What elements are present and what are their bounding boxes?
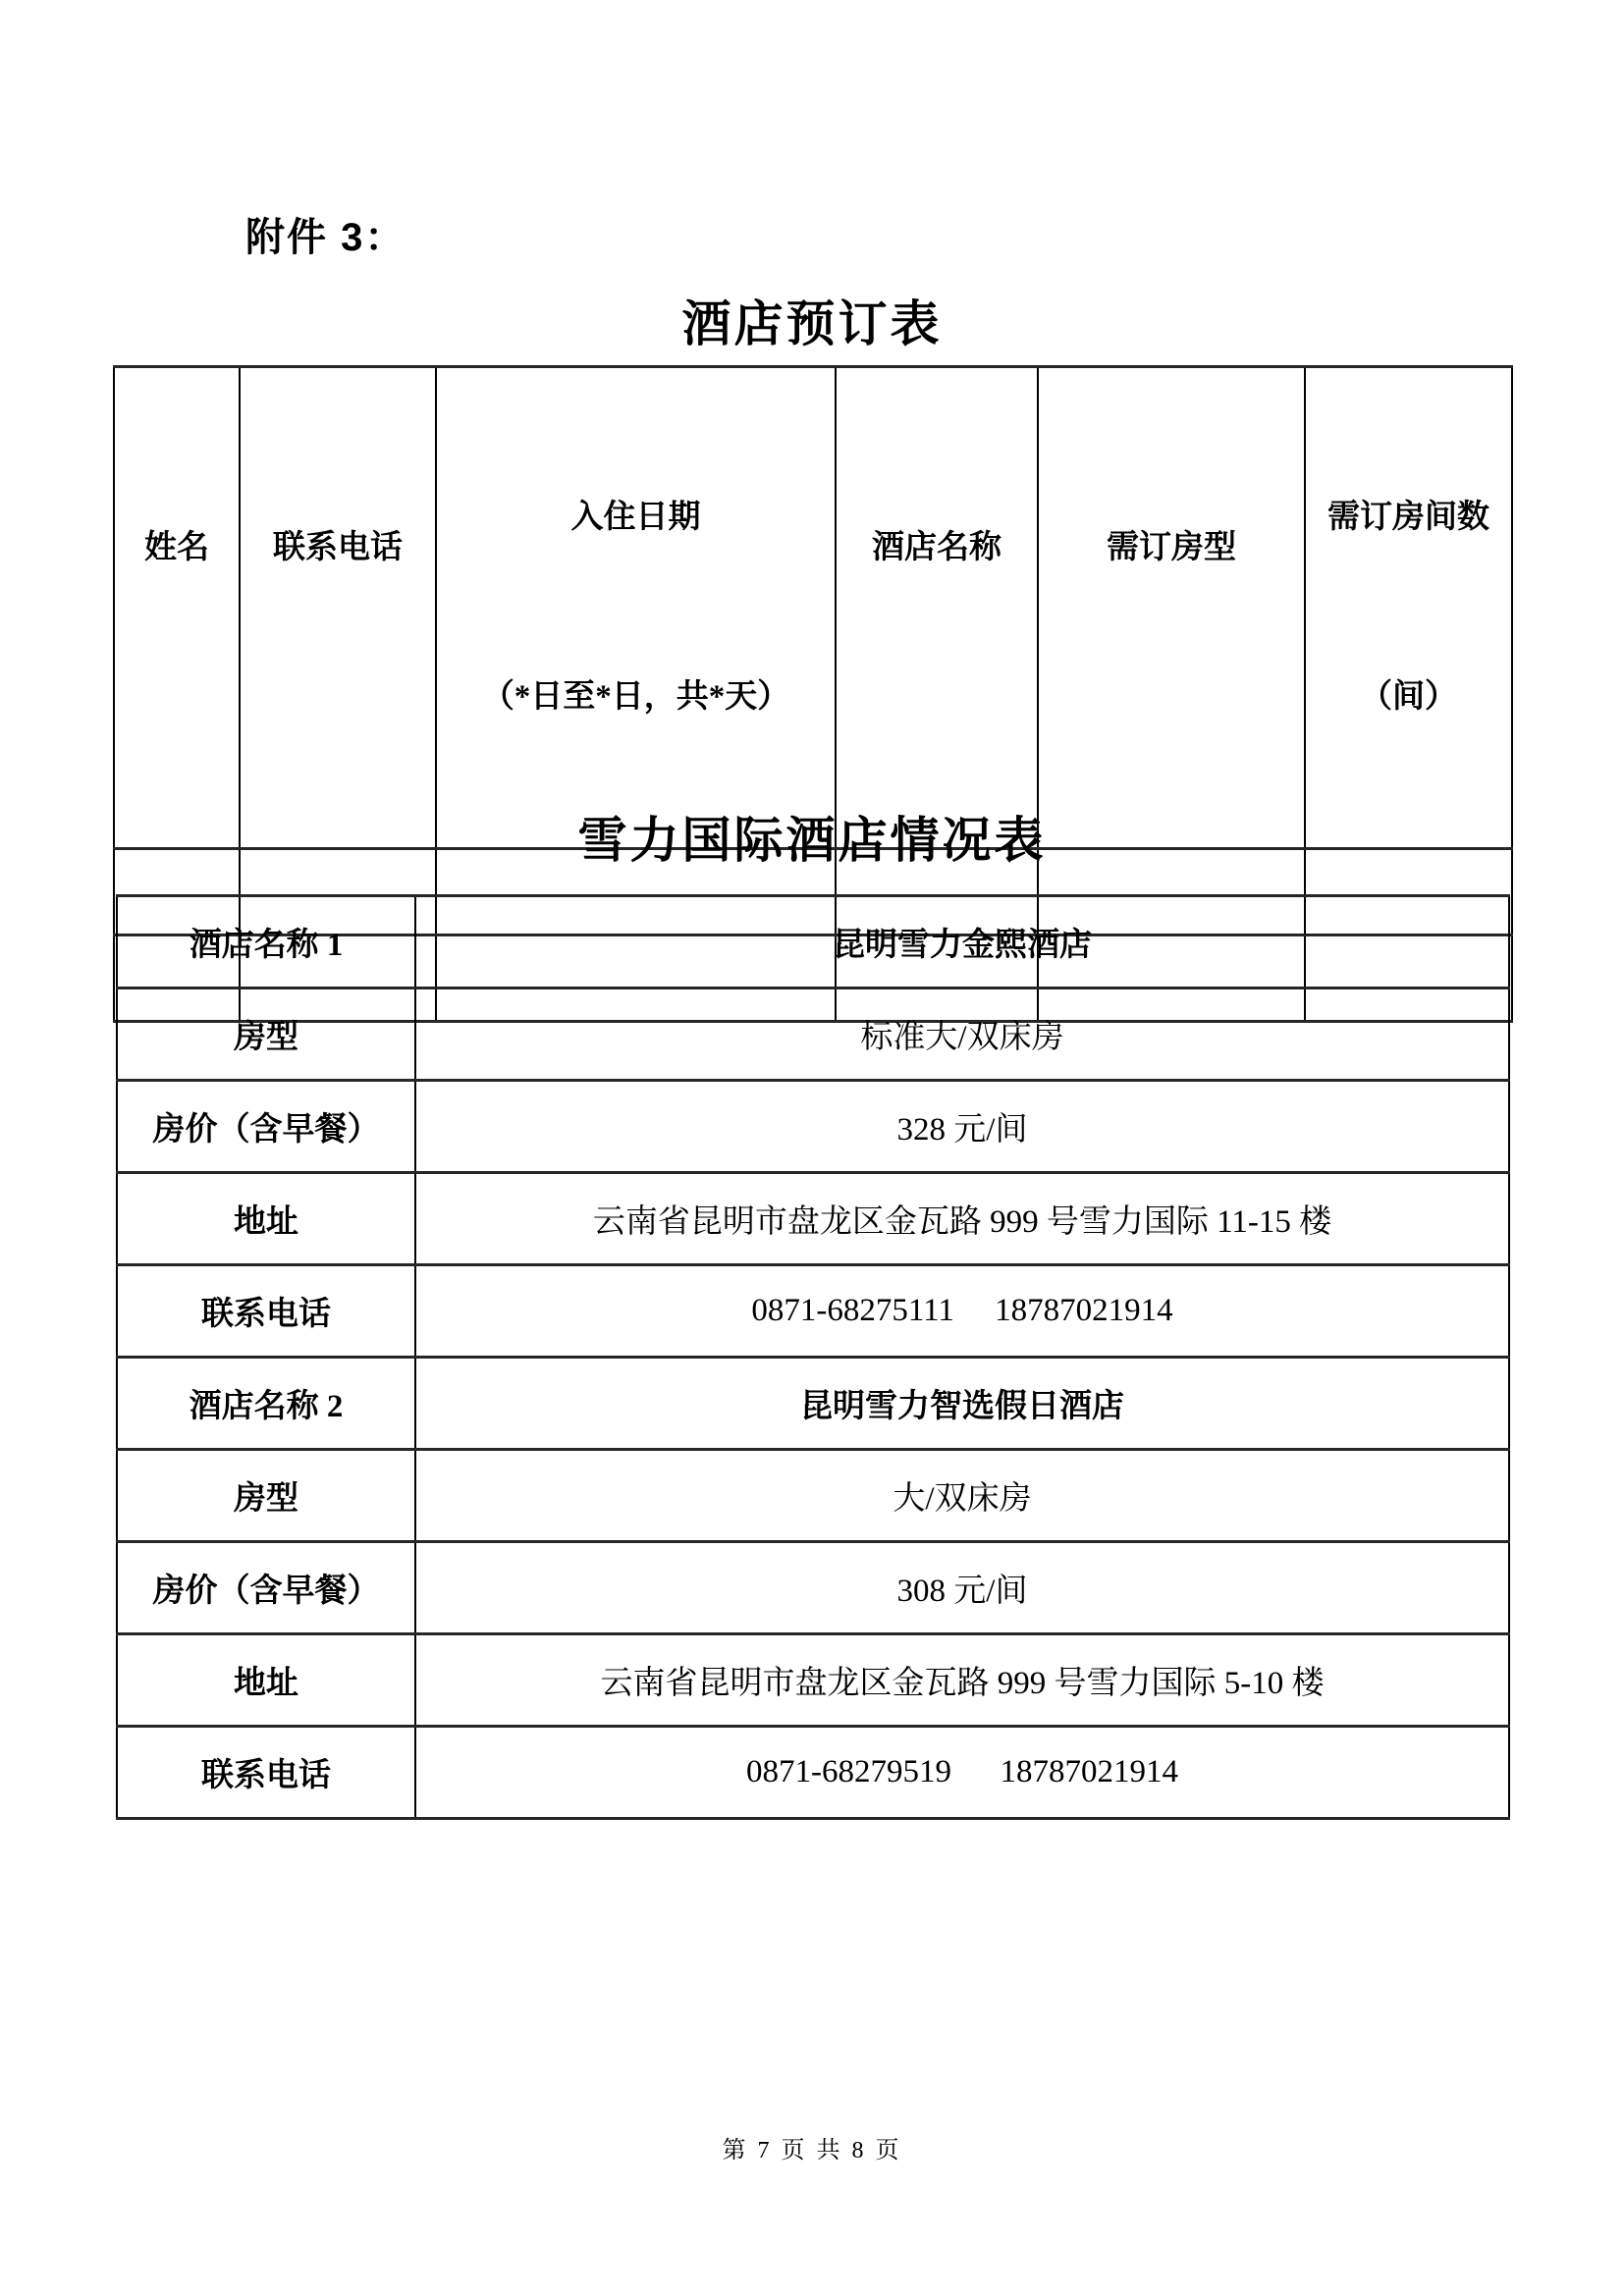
hotel-row-value: 昆明雪力智选假日酒店 <box>415 1358 1509 1450</box>
attachment-label: 附件 3： <box>245 216 406 259</box>
hotel-row-name-2 <box>117 1358 1509 1450</box>
hotel-row-value: 云南省昆明市盘龙区金瓦路 999 号雪力国际 5-10 楼 <box>415 1634 1509 1727</box>
hotel-row-value: 大/双床房 <box>415 1450 1509 1542</box>
hotel-row-phone <box>117 1265 1509 1358</box>
header-cell-phone: 联系电话 <box>240 367 436 849</box>
hotel-row-label: 地址 <box>117 1173 415 1265</box>
hotel-row-label: 联系电话 <box>117 1265 415 1358</box>
booking-table-title: 酒店预订表 <box>681 296 943 351</box>
hotel-row-value: 标准大/双床房 <box>415 988 1509 1081</box>
hotel-row-value: 328 元/间 <box>415 1081 1509 1173</box>
hotel-row-value: 云南省昆明市盘龙区金瓦路 999 号雪力国际 11-15 楼 <box>415 1173 1509 1265</box>
hotel-row-price <box>117 1081 1509 1173</box>
hotel-info-table-title: 雪力国际酒店情况表 <box>577 813 1047 868</box>
hotel-row-value: 昆明雪力金熙酒店 <box>415 896 1509 988</box>
hotel-row-value: 0871-68275111 18787021914 <box>415 1265 1509 1358</box>
hotel-row-label: 地址 <box>117 1634 415 1727</box>
hotel-row-price <box>117 1542 1509 1634</box>
hotel-row-value: 0871-68279519 18787021914 <box>415 1727 1509 1819</box>
header-cell-room-type: 需订房型 <box>1038 367 1305 849</box>
hotel-row-label: 房价（含早餐） <box>117 1081 415 1173</box>
hotel-row-room-type <box>117 988 1509 1081</box>
header-cell-room-count: 需订房间数 （间） <box>1305 367 1512 849</box>
hotel-row-label: 酒店名称 1 <box>117 896 415 988</box>
hotel-row-name-1 <box>117 896 1509 988</box>
hotel-row-label: 联系电话 <box>117 1727 415 1819</box>
hotel-info-table <box>116 894 1510 1820</box>
hotel-row-room-type <box>117 1450 1509 1542</box>
booking-table-header-row <box>114 367 1512 849</box>
hotel-row-address <box>117 1634 1509 1727</box>
hotel-row-label: 酒店名称 2 <box>117 1358 415 1450</box>
page-number: 第 7 页 共 8 页 <box>722 2138 902 2163</box>
header-cell-name: 姓名 <box>114 367 240 849</box>
header-cell-checkin-date: 入住日期 （*日至*日，共*天） <box>436 367 836 849</box>
hotel-row-phone <box>117 1727 1509 1819</box>
header-cell-hotel-name: 酒店名称 <box>836 367 1038 849</box>
hotel-row-label: 房型 <box>117 988 415 1081</box>
hotel-row-value: 308 元/间 <box>415 1542 1509 1634</box>
hotel-row-address <box>117 1173 1509 1265</box>
hotel-row-label: 房价（含早餐） <box>117 1542 415 1634</box>
hotel-row-label: 房型 <box>117 1450 415 1542</box>
